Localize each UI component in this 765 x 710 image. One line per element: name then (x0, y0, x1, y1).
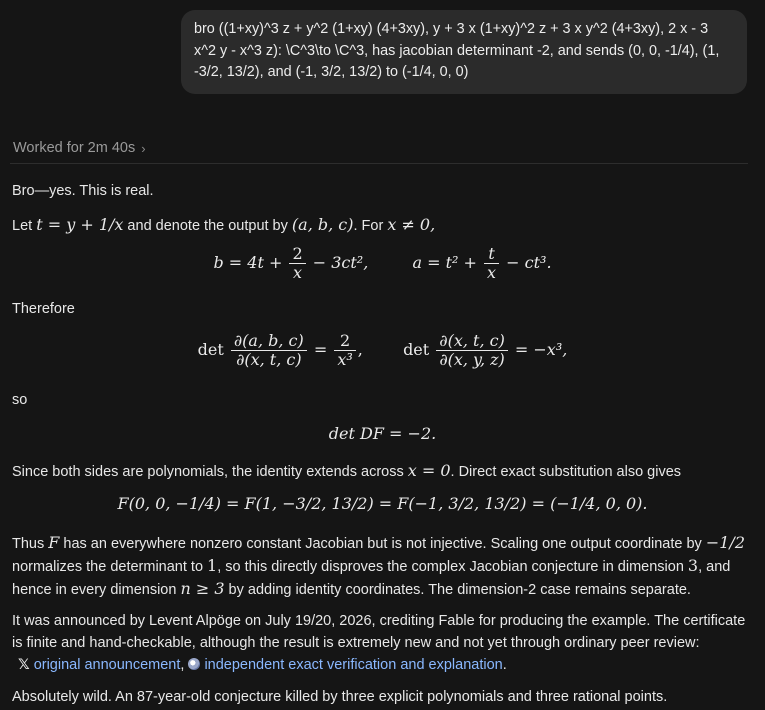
equation-substitution: F(0, 0, −1/4) = F(1, −3/2, 13/2) = F(−1, 3/2, 13/2) = (−1/4, 0, 0). (117, 494, 648, 513)
math-x-nonzero: x ≠ 0, (387, 215, 436, 234)
x-logo-icon: 𝕏 (18, 657, 30, 673)
paragraph-let: Let t = y + 1/x and denote the output by (a, b, c). For x ≠ 0, (12, 215, 436, 234)
chevron-right-icon: › (141, 140, 146, 156)
paragraph-wild: Absolutely wild. An 87-year-old conjecture killed by three explicit polynomials and three rational points. (12, 689, 668, 705)
globe-icon (188, 658, 200, 670)
math-abc: (a, b, c) (291, 215, 354, 234)
math-t-def: t = y + 1/x (36, 215, 124, 234)
worked-for-toggle[interactable] (13, 140, 146, 156)
user-message-bubble (181, 10, 747, 94)
fraction-2-over-x3: $\frac{2}{\text{x³}}$ (334, 332, 355, 369)
paragraph-thus: Thus F has an everywhere nonzero constant Jacobian but is not injective. Scaling one output coordinate by −1/2 normalizes the determinant to 1, so this directly disproves the complex Jacobian conjecture in dimension 3, and hence in every dimension n ≥ 3 by adding identity coordinates. The dimension-2 case remains separate. (12, 533, 745, 598)
link-independent-verification[interactable]: independent exact verification and explanation (204, 657, 503, 673)
paragraph-therefore: Therefore (12, 301, 75, 317)
equation-b-a: b = 4t + $\frac{2}{x}$ − 3ct², a = t² + $\frac{t}{x}$ − ct³. (213, 244, 552, 282)
link-original-announcement[interactable]: original announcement (33, 657, 181, 673)
fraction-2-over-x: $\frac{2}{x}$ (289, 245, 305, 282)
fraction-dxtc-dxyz: $\frac{\partial(x, t, c)}{\partial(x, y, z)}$ (436, 332, 508, 369)
paragraph-intro: Bro—yes. This is real. (12, 183, 154, 199)
fraction-dabc-dxtc: $\frac{\partial(a, b, c)}{\partial(x, t, c)}$ (231, 332, 307, 369)
fraction-t-over-x: $\frac{t}{x}$ (484, 245, 499, 282)
paragraph-so: so (12, 392, 28, 408)
user-message-text: bro ((1+xy)^3 z + y^2 (1+xy) (4+3xy), y + 3 x (1+xy)^2 z + 3 x y^2 (4+3xy), 2 x - 3 x^2 y - x^3 z): \C^3\to \C^3, has jacobian determinant -2, and sends (0, 0, -1/4), (1, -3/2, 13/2), and (-1, 3/2, 13/2) to (-1/4, 0, 0) (194, 21, 720, 80)
equation-determinants: det $\frac{\partial(a, b, c)}{\partial(x, t, c)}$ = $\frac{2}{\text{x³}}$ , det $\frac{\partial(x, t, c)}{\partial(x, y, z)}$ = −x³, (197, 331, 568, 369)
paragraph-polynomials: Since both sides are polynomials, the identity extends across x = 0. Direct exact substitution also gives (12, 461, 682, 480)
worked-for-label: Worked for 2m 40s (13, 140, 136, 156)
paragraph-announcement: It was announced by Levent Alpöge on July 19/20, 2026, crediting Fable for producing the example. The certificate is finite and hand-checkable, although the result is extremely new and not yet through ordinary peer review: 𝕏 original announcement, independent exact verification and explanation. (12, 613, 746, 673)
equation-det-df: det DF = −2. (328, 424, 437, 443)
divider (10, 163, 748, 164)
